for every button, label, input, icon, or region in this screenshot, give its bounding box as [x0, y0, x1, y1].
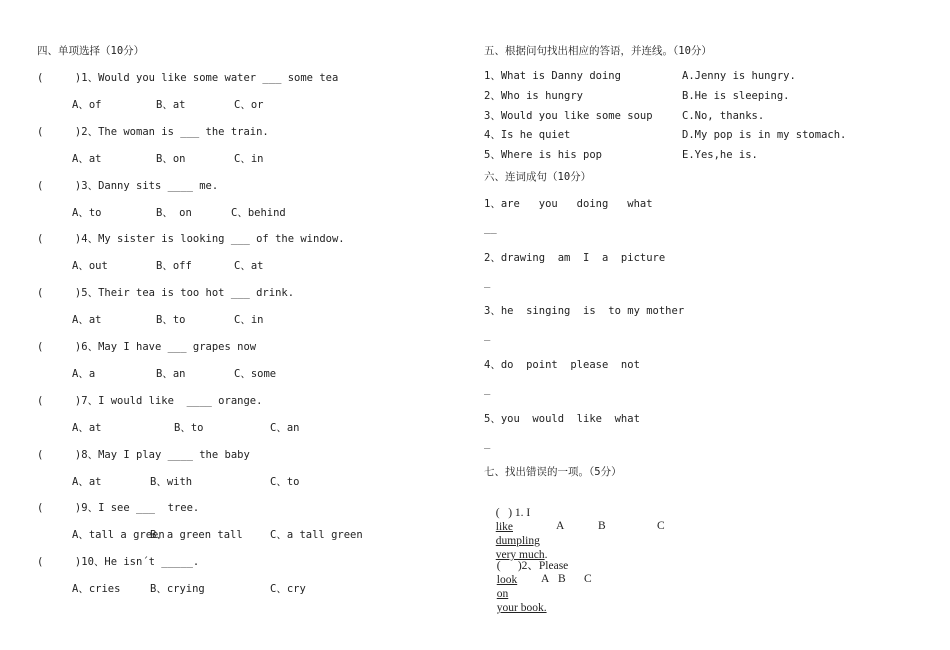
q1-word-b: dumpling	[495, 535, 540, 547]
choice-option-c: C、behind	[231, 206, 286, 219]
section-6-title: 六、连词成句（10分）	[484, 171, 592, 183]
choice-option-b: B、an	[156, 368, 186, 380]
q1-label-c: C	[657, 520, 665, 532]
choice-option-a: A、at	[72, 314, 102, 327]
q2-word-c: your book.	[496, 602, 547, 614]
word-order-item: 3、he singing is to my mother	[484, 305, 685, 318]
match-answer: C.No, thanks.	[682, 109, 765, 122]
q2-label-a: A	[541, 573, 550, 585]
match-answer: D.My pop is in my stomach.	[682, 129, 847, 142]
q1-end: .	[544, 549, 548, 561]
choice-option-c: C、a tall green	[270, 529, 363, 542]
choice-option-b: B、to	[174, 421, 204, 434]
choice-option-c: C、cry	[270, 583, 306, 596]
choice-question-stem: ( )10、He isn´t _____.	[37, 556, 200, 569]
match-question: 5、Where is his pop	[484, 149, 602, 162]
choice-option-a: A、of	[72, 99, 102, 111]
q2-label-b: B	[558, 573, 566, 585]
choice-question-stem: ( )2、The woman is ___ the train.	[37, 125, 269, 138]
choice-option-b: B、to	[156, 314, 186, 327]
choice-option-a: A、at	[72, 152, 102, 165]
choice-option-a: A、at	[72, 421, 102, 434]
q2-prefix: ( )2、Please	[496, 560, 569, 572]
choice-option-c: C、an	[270, 421, 300, 434]
q1-prefix: ( ) 1. I	[495, 507, 531, 519]
choice-option-a: A、cries	[72, 583, 121, 596]
answer-blank[interactable]: _	[484, 329, 491, 342]
q2-word-a: look	[496, 574, 518, 586]
section-7-title: 七、找出错误的一项。（5分）	[484, 466, 622, 478]
q2-word-b: on	[496, 588, 509, 600]
q1-label-a: A	[556, 520, 565, 532]
choice-option-a: A、tall a green	[72, 529, 165, 542]
choice-question-stem: ( )4、My sister is looking ___ of the window.	[37, 233, 345, 246]
match-question: 2、Who is hungry	[484, 89, 584, 102]
q1-label-b: B	[598, 520, 606, 532]
choice-option-b: B、a green tall	[150, 529, 243, 542]
choice-option-c: C、some	[234, 368, 277, 380]
choice-question-stem: ( )6、May I have ___ grapes now	[37, 341, 257, 353]
choice-option-a: A、a	[72, 368, 96, 380]
choice-option-b: B、 on	[156, 206, 192, 219]
choice-question-stem: ( )5、Their tea is too hot ___ drink.	[37, 287, 295, 300]
choice-question-stem: ( )7、I would like ____ orange.	[37, 394, 263, 407]
choice-option-b: B、crying	[150, 583, 205, 596]
match-question: 4、Is he quiet	[484, 129, 571, 142]
choice-option-c: C、in	[234, 152, 264, 165]
answer-blank[interactable]: _	[484, 436, 491, 449]
choice-question-stem: ( )8、May I play ____ the baby	[37, 448, 250, 461]
q2-label-c: C	[584, 573, 592, 585]
match-question: 1、What is Danny doing	[484, 70, 621, 82]
choice-option-c: C、in	[234, 314, 264, 327]
error-question-2	[491, 545, 568, 615]
choice-option-a: A、to	[72, 206, 102, 219]
answer-blank[interactable]: __	[484, 222, 497, 234]
match-answer: B.He is sleeping.	[682, 89, 790, 102]
match-answer: A.Jenny is hungry.	[682, 70, 796, 82]
answer-blank[interactable]: _	[484, 275, 491, 288]
choice-option-c: C、or	[234, 99, 264, 111]
section-5-title: 五、根据问句找出相应的答语，并连线。（10分）	[484, 45, 712, 57]
choice-option-c: C、to	[270, 475, 300, 488]
word-order-item: 1、are you doing what	[484, 198, 653, 210]
choice-option-c: C、at	[234, 260, 264, 273]
q1-word-a: like	[495, 521, 513, 533]
section-4-title: 四、单项选择（10分）	[37, 45, 145, 57]
choice-option-b: B、off	[156, 260, 192, 273]
choice-option-b: B、at	[156, 99, 186, 111]
word-order-item: 2、drawing am I a picture	[484, 251, 666, 264]
choice-option-b: B、on	[156, 152, 186, 165]
answer-blank[interactable]: _	[484, 383, 491, 396]
choice-question-stem: ( )1、Would you like some water ___ some tea	[37, 72, 339, 84]
choice-question-stem: ( )9、I see ___ tree.	[37, 502, 200, 515]
match-answer: E.Yes,he is.	[682, 149, 758, 162]
choice-question-stem: ( )3、Danny sits ____ me.	[37, 179, 219, 192]
choice-option-a: A、out	[72, 260, 108, 273]
choice-option-b: B、with	[150, 475, 193, 488]
word-order-item: 5、you would like what	[484, 412, 640, 425]
match-question: 3、Would you like some soup	[484, 109, 653, 122]
q1-word-c: very much	[495, 549, 545, 561]
word-order-item: 4、do point please not	[484, 359, 640, 372]
choice-option-a: A、at	[72, 475, 102, 488]
